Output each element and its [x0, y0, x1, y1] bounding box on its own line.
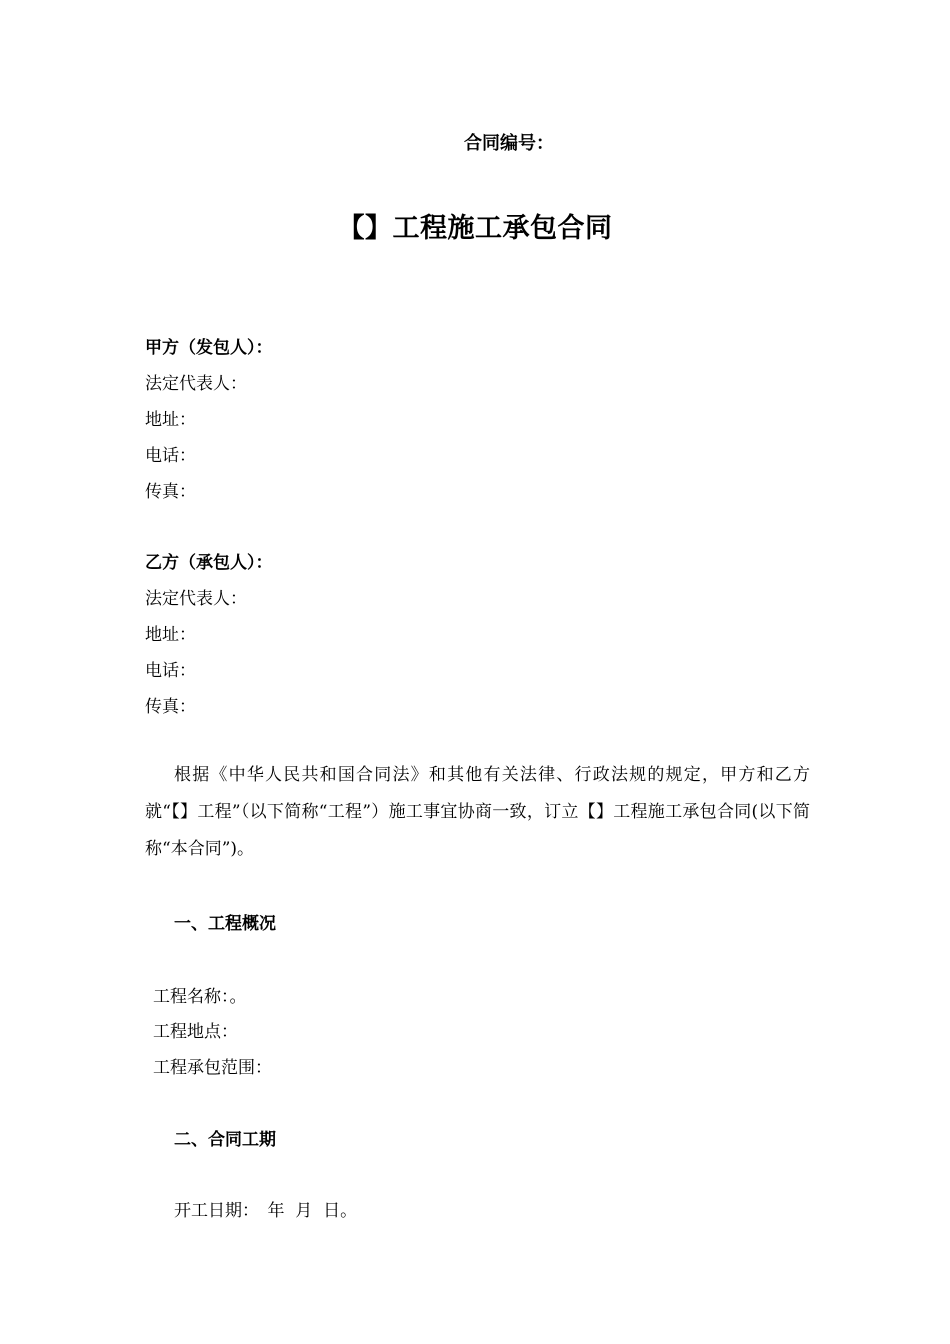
party-b-fax: 传真：	[145, 697, 196, 717]
party-b-phone: 电话：	[145, 661, 196, 681]
party-a-fax: 传真：	[145, 482, 196, 502]
contract-number-label: 合同编号：	[464, 133, 554, 154]
party-b-heading: 乙方（承包人）：	[145, 553, 273, 573]
section-1-heading: 一、工程概况	[174, 914, 276, 934]
project-scope: 工程承包范围：	[153, 1058, 272, 1078]
preamble-paragraph: 根据《中华人民共和国合同法》和其他有关法律、行政法规的规定，甲方和乙方就“【】工程”（以下简称“工程”）施工事宜协商一致，订立【】工程施工承包合同(以下简称“本合同”)。	[145, 765, 810, 859]
party-a-address: 地址：	[145, 410, 196, 430]
project-name: 工程名称：。	[153, 987, 247, 1007]
party-a-heading: 甲方（发包人）：	[145, 338, 273, 358]
document-title: 【】工程施工承包合同	[337, 213, 613, 244]
start-date: 开工日期： 年 月 日。	[174, 1201, 358, 1221]
party-a-legal-rep: 法定代表人：	[145, 374, 247, 394]
section-2-heading: 二、合同工期	[174, 1130, 276, 1150]
party-b-legal-rep: 法定代表人：	[145, 589, 247, 609]
party-a-phone: 电话：	[145, 446, 196, 466]
project-location: 工程地点：	[153, 1022, 238, 1042]
party-b-address: 地址：	[145, 625, 196, 645]
